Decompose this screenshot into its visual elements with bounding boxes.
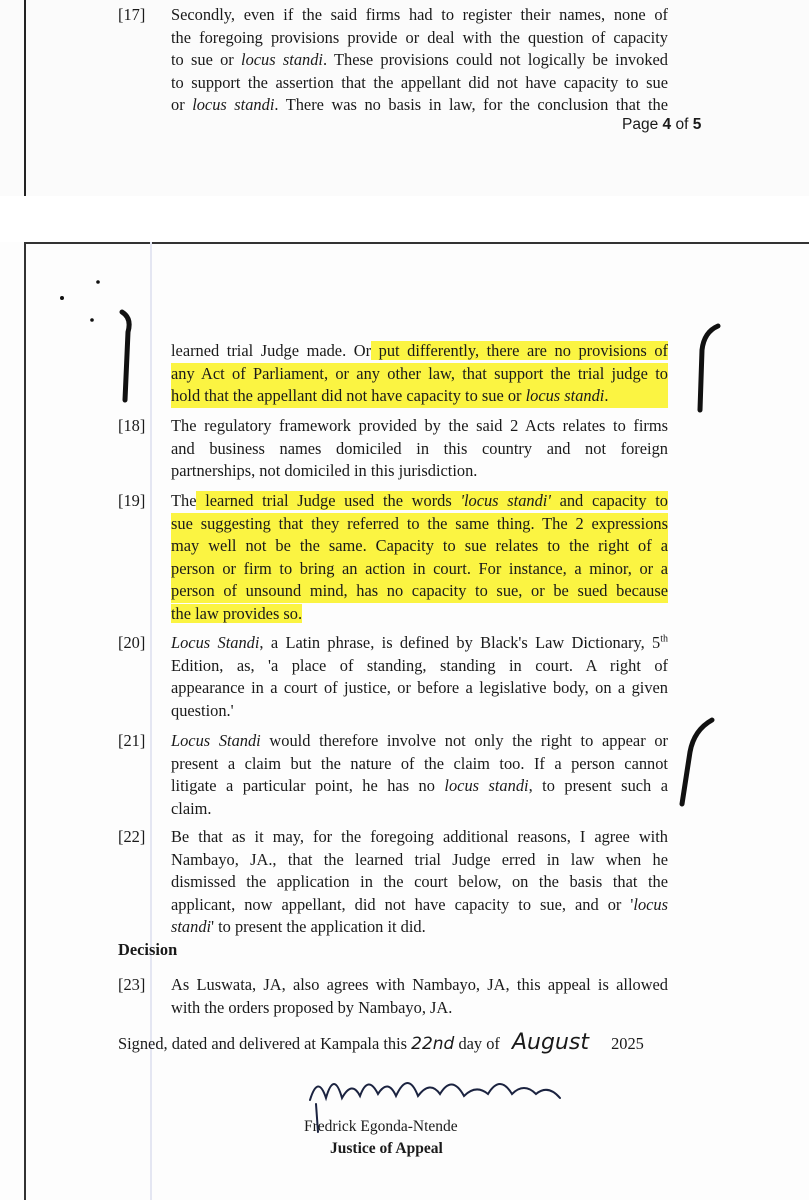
text-line: any Act of Parliament, or any other law, that support the trial judge to (171, 363, 668, 386)
text-line: or locus standi. There was no basis in law, for the conclusion that the (171, 95, 668, 114)
text-line: person or firm to bring an action in court. For instance, a minor, or a (171, 558, 668, 581)
text-line: Edition, as, 'a place of standing, standing in court. A right of (171, 655, 668, 675)
text-line: to sue or locus standi. These provisions could not logically be invoked (171, 50, 668, 69)
text-line: partnerships, not domiciled in this jurisdiction. (171, 461, 478, 480)
ink-dots (60, 280, 100, 322)
text-line: the law provides so. (171, 603, 303, 623)
text-line: present a claim but the nature of the claim too. If a person cannot (171, 753, 668, 773)
text-line: with the orders proposed by Nambayo, JA. (171, 997, 453, 1017)
text-line: As Luswata, JA, also agrees with Nambayo, JA, this appeal is allowed (171, 975, 668, 994)
right-bracket-mark-2 (682, 720, 712, 804)
paragraph-number: [22] (118, 827, 146, 846)
decision-heading: Decision (118, 940, 178, 959)
right-bracket-mark (700, 326, 718, 410)
text-line: Nambayo, JA., that the learned trial Judge erred in law when he (171, 849, 668, 869)
text-line: question.' (171, 700, 234, 720)
text-line: Be that as it may, for the foregoing additional reasons, I agree with (171, 827, 668, 846)
text-line: The learned trial Judge used the words 'locus standi' and capacity to (171, 491, 669, 510)
text-line: claim. (171, 798, 212, 818)
text-line: applicant, now appellant, did not have capacity to sue, and or 'locus (171, 894, 668, 914)
signature-stroke (310, 1083, 560, 1132)
paragraph-number: [18] (118, 416, 146, 435)
text-line: sue suggesting that they referred to the same thing. The 2 expressions (171, 513, 668, 536)
paragraph-number: [21] (118, 731, 146, 750)
text-line: the foregoing provisions provide or deal with the question of capacity (171, 27, 668, 47)
text-line: person of unsound mind, has no capacity to sue, or be sued because (171, 580, 668, 603)
paragraph-number: [23] (118, 975, 146, 994)
text-line: appearance in a court of justice, or before a legislative body, on a given (171, 678, 668, 697)
text-line: hold that the appellant did not have capacity to sue or locus standi. (171, 385, 668, 408)
text-line: The regulatory framework provided by the said 2 Acts relates to firms (171, 416, 668, 435)
text-line: dismissed the application in the court below, on the basis that the (171, 872, 668, 891)
text-line: Secondly, even if the said firms had to register their names, none of (171, 5, 668, 24)
text-line: and business names domiciled in this country and not foreign (171, 438, 668, 458)
handwritten-day: 22nd (411, 1034, 455, 1054)
text-line: to support the assertion that the appellant did not have capacity to sue (171, 72, 668, 92)
text-line: may well not be the same. Capacity to sue relates to the right of a (171, 535, 668, 558)
signer-title: Justice of Appeal (330, 1140, 443, 1157)
handwritten-month: August (511, 1030, 589, 1055)
paragraph-number: [20] (118, 633, 146, 652)
left-bracket-mark (122, 312, 129, 400)
signed-line: Signed, dated and delivered at Kampala this 22nd day of August 2025 (118, 1030, 644, 1055)
paragraph-number: [17] (118, 5, 146, 24)
text-line: Locus Standi would therefore involve not only the right to appear or (171, 731, 668, 750)
paragraph-number: [19] (118, 491, 146, 510)
text-line: litigate a particular point, he has no locus standi, to present such a (171, 776, 668, 795)
signer-name: Fredrick Egonda-Ntende (304, 1118, 458, 1135)
text-line: Locus Standi, a Latin phrase, is defined by Black's Law Dictionary, 5th (171, 633, 668, 652)
text-line: standi' to present the application it did. (171, 917, 426, 936)
text-line: learned trial Judge made. Or put differently, there are no provisions of (171, 341, 669, 360)
page-number: Page 4 of 5 (622, 116, 702, 133)
